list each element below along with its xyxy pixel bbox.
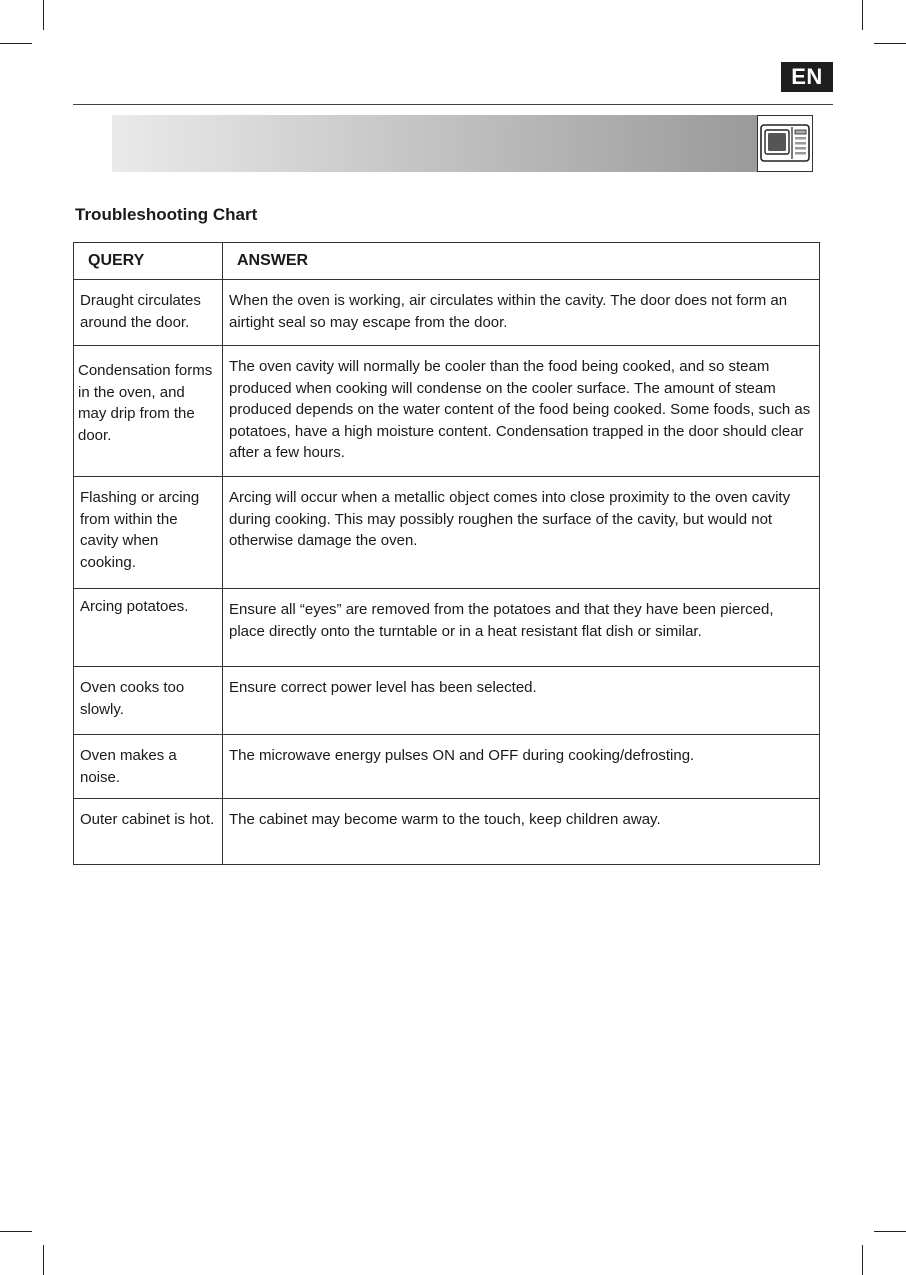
- answer-text: The cabinet may become warm to the touch, keep children away.: [229, 811, 661, 828]
- crop-mark: [0, 1231, 32, 1232]
- answer-column-header: ANSWER: [223, 243, 820, 280]
- answer-text: Ensure correct power level has been selected.: [229, 679, 537, 696]
- language-badge: EN: [781, 62, 833, 92]
- query-column-header: QUERY: [74, 243, 223, 280]
- answer-cell: [223, 477, 820, 589]
- crop-mark: [43, 1245, 44, 1275]
- section-title: Troubleshooting Chart: [75, 205, 258, 224]
- answer-text: Ensure all “eyes” are removed from the potatoes and that they have been pierced, place directly onto the turntable or in a heat resistant flat dish or similar.: [229, 601, 774, 640]
- answer-text: The microwave energy pulses ON and OFF during cooking/defrosting.: [229, 747, 695, 764]
- answer-cell: [223, 735, 820, 799]
- section-banner: [112, 115, 757, 172]
- query-text: Flashing or arcing from within the cavity when cooking.: [80, 489, 200, 571]
- query-cell: [74, 735, 223, 799]
- crop-mark: [874, 43, 906, 44]
- crop-mark: [0, 43, 32, 44]
- table-row: [74, 280, 820, 346]
- query-cell: [74, 280, 223, 346]
- troubleshooting-table: [73, 242, 820, 865]
- table-row: [74, 589, 820, 667]
- query-text: Oven makes a noise.: [80, 747, 177, 786]
- query-text: Oven cooks too slowly.: [80, 679, 185, 718]
- query-text: Condensation forms in the oven, and may drip from the door.: [78, 362, 213, 444]
- query-cell: [74, 477, 223, 589]
- query-cell: [74, 346, 223, 477]
- answer-cell: [223, 589, 820, 667]
- table-row: [74, 477, 820, 589]
- crop-mark: [43, 0, 44, 30]
- header-divider: [73, 104, 833, 105]
- query-text: Arcing potatoes.: [80, 598, 189, 615]
- query-cell: [74, 799, 223, 865]
- answer-text: Arcing will occur when a metallic object comes into close proximity to the oven cavity during cooking. This may possibly roughen the surface of the cavity, but would not otherwise damage the oven.: [229, 489, 791, 549]
- query-cell: [74, 589, 223, 667]
- table-row: [74, 346, 820, 477]
- query-cell: [74, 667, 223, 735]
- query-text: Draught circulates around the door.: [80, 292, 201, 331]
- microwave-icon: [757, 115, 813, 172]
- answer-text: The oven cavity will normally be cooler than the food being cooked, and so steam produced when cooking will condense on the cooler surface. The amount of steam produced depends on the water content of the food being cooked. Some foods, such as potatoes, have a high moisture content. Condensation trapped in the door should clear after a few hours.: [229, 358, 811, 461]
- answer-cell: [223, 346, 820, 477]
- crop-mark: [874, 1231, 906, 1232]
- crop-mark: [862, 1245, 863, 1275]
- query-text: Outer cabinet is hot.: [80, 811, 215, 828]
- table-row: [74, 735, 820, 799]
- answer-cell: [223, 667, 820, 735]
- table-row: [74, 799, 820, 865]
- answer-cell: [223, 799, 820, 865]
- crop-mark: [862, 0, 863, 30]
- table-header-row: [74, 243, 820, 280]
- answer-text: When the oven is working, air circulates within the cavity. The door does not form an airtight seal so may escape from the door.: [229, 292, 788, 331]
- table-row: [74, 667, 820, 735]
- answer-cell: [223, 280, 820, 346]
